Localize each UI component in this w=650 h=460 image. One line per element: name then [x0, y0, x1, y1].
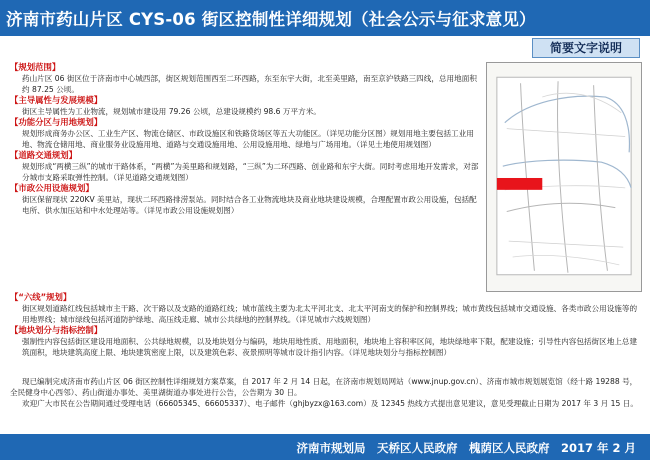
- lower-sections: [10, 292, 640, 358]
- section-title: 【道路交通规划】: [10, 150, 77, 160]
- section-municipal-facilities: [10, 183, 480, 216]
- section-title: 【功能分区与用地规划】: [10, 117, 103, 127]
- section-plot-indicators: [10, 325, 640, 358]
- page-title: 济南市药山片区 CYS-06 街区控制性详细规划（社会公示与征求意见）: [6, 10, 536, 29]
- section-title: 【地块划分与指标控制】: [10, 325, 103, 335]
- section-body: 强制性内容包括街区建设用地面积、公共绿地规模，以及地块划分与编码，地块用地性质、用地面积，地块地上容积率区间，地块绿地率下限，配建设施；引导性内容包括街区地上总建筑面积，地块建筑高度上限、地块建筑密度上限，以及建筑色彩、夜景照明等城市设计指引内容。（详见地块划分与指标控制图）: [22, 337, 638, 357]
- section-six-lines: [10, 292, 640, 325]
- section-body: 药山片区 06 街区位于济南市中心城西部，街区规划范围西至二环西路，东至东宇大街，北至美里路，南至京沪铁路三四线，总用地面积约 87.25 公顷。: [22, 74, 477, 94]
- description-text: [10, 62, 480, 216]
- public-notice: [10, 376, 642, 409]
- footer-banner: [0, 434, 650, 460]
- section-title: 【“六线”规划】: [10, 292, 72, 302]
- section-title: 【主导属性与发展规模】: [10, 95, 103, 105]
- section-planning-scope: [10, 62, 480, 95]
- summary-label: 简要文字说明: [532, 38, 640, 58]
- section-body: 街区主导属性为工业物流，规划城市建设用 79.26 公顷，总建设规模约 98.6 万平方米。: [22, 107, 321, 116]
- section-road-traffic: [10, 150, 480, 183]
- header-banner: [0, 0, 650, 36]
- footer-issuers: 济南市规划局 天桥区人民政府 槐荫区人民政府 2017 年 2 月: [296, 441, 636, 455]
- location-map: [486, 62, 642, 292]
- section-body: 规划形成商务办公区、工业生产区、物流仓储区、市政设施区和铁路货场区等五大功能区。（详见功能分区图）规划用地主要包括工业用地、物流仓储用地、商业服务业设施用地、道路与交通设施用地、公用设施用地、绿地与广场用地。（详见土地使用规划图）: [22, 129, 474, 149]
- location-map-drawing: [487, 63, 641, 291]
- section-body: 街区规划道路红线包括城市主干路、次干路以及支路的道路红线；城市蓝线主要为北太平河北支、北太平河南支的保护和控制界线；城市黄线包括城市交通设施、各类市政公用设施等的用地界线；城市绿线包括河道防护绿地、高压线走廊、城市公共绿地的控制界线。（详见城市六线规划图）: [22, 304, 638, 324]
- notice-paragraph: 现已编制完成济南市药山片区 06 街区控制性详细规划方案草案，自 2017 年 2 月 14 日起，在济南市规划局网站（www.jnup.gov.cn）、济南市城市规划展览馆（经十路 19288 号，全民健身中心西邻）、药山街道办事处、美里湖街道办事处进行公告，公告期为 30 日。: [10, 377, 638, 397]
- section-title: 【市政公用设施规划】: [10, 183, 94, 193]
- section-title: 【规划范围】: [10, 62, 61, 72]
- notice-paragraph: 欢迎广大市民在公告期间通过受理电话（66605345、66605337）、电子邮件（ghjbyzx@163.com）及 12345 热线方式提出意见建议，意见受理截止日期为 2017 年 3 月 15 日。: [22, 399, 638, 408]
- section-land-use: [10, 117, 480, 150]
- section-body: 规划形成“两横三纵”的城市干路体系，“两横”为美里路和规划路，“三纵”为二环西路、创业路和东宇大街。同时考虑用地开发需求，对部分城市支路采取弹性控制。（详见道路交通规划图）: [22, 162, 479, 182]
- section-function-scale: [10, 95, 480, 117]
- site-highlight: [497, 178, 542, 190]
- section-body: 街区保留现状 220KV 美里站，现状二环西路排涝泵站。同时结合各工业物流地块及商业地块建设规模，合理配置市政公用设施，包括配电所、供水加压站和中水处理站等。（详见市政公用设施规划图）: [22, 195, 477, 215]
